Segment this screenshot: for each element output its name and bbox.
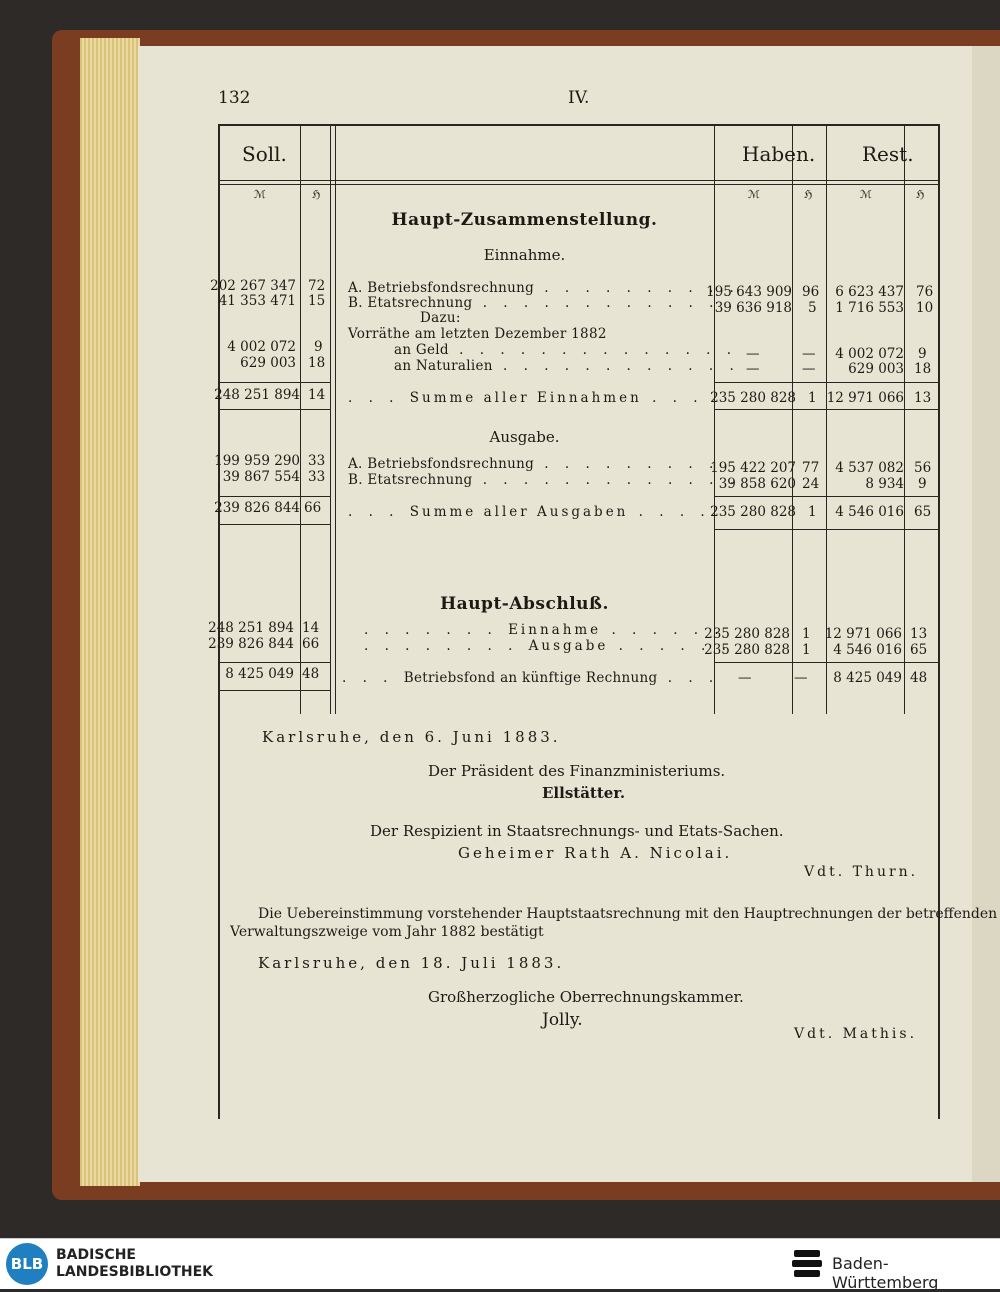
haben-mark: 235 280 828 xyxy=(710,504,796,520)
soll-mark: 248 251 894 xyxy=(214,387,300,403)
haben-pf: 24 xyxy=(802,476,820,492)
rest-pf: 76 xyxy=(916,284,934,300)
soll-mark: 199 959 290 xyxy=(214,453,300,469)
haben-mark: — xyxy=(746,361,760,377)
haben-mark: 235 280 828 xyxy=(704,626,790,642)
haben-pf: 77 xyxy=(802,460,820,476)
vorraethe-label: Vorräthe am letzten Dezember 1882 xyxy=(348,326,607,342)
haben-mark: 235 280 828 xyxy=(710,390,796,406)
rest-mark: 6 623 437 xyxy=(835,284,904,300)
haben-pf: 1 xyxy=(808,390,817,406)
soll-pf: 48 xyxy=(302,666,320,682)
haben-pf: 5 xyxy=(808,300,817,316)
rest-pf: 9 xyxy=(918,346,927,362)
haben-mark: 39 858 620 xyxy=(718,476,796,492)
next-page-edge xyxy=(972,46,1000,1182)
page-edges xyxy=(80,38,140,1186)
pfennig-unit: ℌ xyxy=(804,188,813,201)
rule xyxy=(218,524,330,525)
rest-mark: 4 546 016 xyxy=(835,504,904,520)
signatory-title: Der Präsident des Finanzministeriums. xyxy=(428,762,726,780)
place-date: Karlsruhe, den 18. Juli 1883. xyxy=(258,954,565,972)
rule xyxy=(714,662,938,663)
row-label: an Naturalien . . . . . . . . . . . . xyxy=(394,358,740,374)
rest-mark: 4 002 072 xyxy=(835,346,904,362)
state-name: Baden-Württemberg xyxy=(832,1254,939,1292)
rest-mark: 12 971 066 xyxy=(824,626,902,642)
bw-lions-icon xyxy=(790,1247,824,1281)
vidit-note: Vdt. Thurn. xyxy=(804,864,919,880)
soll-pf: 18 xyxy=(308,355,326,371)
rest-pf: 65 xyxy=(910,642,928,658)
subsection-heading: Einnahme. xyxy=(483,246,566,264)
rest-mark: 8 425 049 xyxy=(833,670,902,686)
soll-pf: 66 xyxy=(304,500,322,516)
rule xyxy=(218,184,940,185)
rest-pf: 10 xyxy=(916,300,934,316)
pfennig-unit: ℌ xyxy=(916,188,925,201)
soll-pf: 14 xyxy=(308,387,326,403)
soll-pf: 33 xyxy=(308,453,326,469)
soll-mark: 39 867 554 xyxy=(222,469,300,485)
blb-logo[interactable]: BLB xyxy=(6,1243,48,1285)
haben-mark: 195 422 207 xyxy=(710,460,796,476)
signatory-title: Großherzogliche Oberrechnungskammer. xyxy=(428,988,744,1006)
soll-mark: 8 425 049 xyxy=(225,666,294,682)
row-label: an Geld . . . . . . . . . . . . . . xyxy=(394,342,738,358)
library-name[interactable]: BADISCHE LANDESBIBLIOTHEK xyxy=(56,1247,214,1280)
rest-pf: 9 xyxy=(918,476,927,492)
rest-pf: 13 xyxy=(914,390,932,406)
haben-mark: 235 280 828 xyxy=(704,642,790,658)
section-heading: Haupt-Zusammenstellung. xyxy=(391,210,658,230)
rest-mark: 1 716 553 xyxy=(835,300,904,316)
mark-unit: ℳ xyxy=(860,188,872,201)
haben-mark: 39 636 918 xyxy=(714,300,792,316)
confirmation-text: Die Uebereinstimmung vorstehender Hauptstaatsrechnung mit den Hauptrechnungen der betreffenden xyxy=(258,906,998,922)
haben-mark: — xyxy=(738,670,752,686)
haben-mark: — xyxy=(746,346,760,362)
row-label: . . . Summe aller Einnahmen . . . xyxy=(348,390,704,406)
haben-pf: 1 xyxy=(802,626,811,642)
rest-mark: 4 546 016 xyxy=(833,642,902,658)
soll-pf: 72 xyxy=(308,278,326,294)
dazu-label: Dazu: xyxy=(420,310,461,326)
rule xyxy=(218,180,940,181)
soll-pf: 66 xyxy=(302,636,320,652)
haben-pf: — xyxy=(802,361,816,377)
pfennig-unit: ℌ xyxy=(312,188,321,201)
soll-pf: 9 xyxy=(314,339,323,355)
subsection-heading: Ausgabe. xyxy=(489,428,560,446)
soll-mark: 239 826 844 xyxy=(214,500,300,516)
row-label: . . . Summe aller Ausgaben . . . . xyxy=(348,504,711,520)
rest-mark: 12 971 066 xyxy=(826,390,904,406)
rule xyxy=(938,124,940,1119)
signatory-name: Jolly. xyxy=(542,1010,583,1030)
rest-mark: 4 537 082 xyxy=(835,460,904,476)
haben-pf: 1 xyxy=(802,642,811,658)
column-soll: Soll. xyxy=(242,142,287,166)
row-label: . . . . . . . . Ausgabe . . . . . . xyxy=(364,638,732,654)
rule xyxy=(714,382,938,383)
rest-pf: 65 xyxy=(914,504,932,520)
soll-mark: 239 826 844 xyxy=(208,636,294,652)
haben-pf: 1 xyxy=(808,504,817,520)
haben-pf: — xyxy=(794,670,808,686)
rest-pf: 18 xyxy=(914,361,932,377)
soll-pf: 15 xyxy=(308,293,326,309)
place-date: Karlsruhe, den 6. Juni 1883. xyxy=(262,728,561,746)
soll-mark: 629 003 xyxy=(240,355,296,371)
signatory-name: Geheimer Rath A. Nicolai. xyxy=(458,844,733,862)
row-label: B. Etatsrechnung . . . . . . . . . . . . . xyxy=(348,472,740,488)
rule xyxy=(714,409,938,410)
row-label: . . . Betriebsfond an künftige Rechnung . . . xyxy=(342,670,720,686)
page-number: 132 xyxy=(218,88,251,108)
signatory-name: Ellstätter. xyxy=(542,784,626,802)
rule xyxy=(904,124,905,714)
rule xyxy=(218,662,330,663)
soll-mark: 41 353 471 xyxy=(218,293,296,309)
rest-mark: 629 003 xyxy=(848,361,904,377)
mark-unit: ℳ xyxy=(254,188,266,201)
row-label: A. Betriebsfondsrechnung . . . . . . . . . . xyxy=(348,280,740,296)
soll-mark: 202 267 347 xyxy=(210,278,296,294)
haben-mark: 195 643 909 xyxy=(706,284,792,300)
rest-pf: 48 xyxy=(910,670,928,686)
rule xyxy=(300,124,301,714)
section-heading: Haupt-Abschluß. xyxy=(440,594,609,614)
soll-mark: 4 002 072 xyxy=(227,339,296,355)
soll-pf: 33 xyxy=(308,469,326,485)
signatory-title: Der Respizient in Staatsrechnungs- und Etats-Sachen. xyxy=(370,822,784,840)
column-haben: Haben. xyxy=(742,142,816,166)
rule xyxy=(792,124,793,714)
rule xyxy=(218,382,330,383)
rule xyxy=(218,409,330,410)
rule xyxy=(218,496,330,497)
rule xyxy=(714,496,938,497)
row-label: A. Betriebsfondsrechnung . . . . . . . . . xyxy=(348,456,720,472)
rest-mark: 8 934 xyxy=(865,476,904,492)
soll-mark: 248 251 894 xyxy=(208,620,294,636)
haben-pf: — xyxy=(802,346,816,362)
rule xyxy=(714,529,938,530)
confirmation-text: Verwaltungszweige vom Jahr 1882 bestätigt xyxy=(230,924,544,940)
rule xyxy=(330,124,331,714)
rest-pf: 13 xyxy=(910,626,928,642)
soll-pf: 14 xyxy=(302,620,320,636)
rule xyxy=(218,124,940,126)
haben-pf: 96 xyxy=(802,284,820,300)
vidit-note: Vdt. Mathis. xyxy=(794,1026,918,1042)
column-rest: Rest. xyxy=(862,142,914,166)
rest-pf: 56 xyxy=(914,460,932,476)
row-label: B. Etatsrechnung . . . . . . . . . . . . xyxy=(348,295,720,311)
row-label: . . . . . . . Einnahme . . . . . . xyxy=(364,622,725,638)
viewer-footer-bar xyxy=(0,1238,1000,1292)
section-number: IV. xyxy=(568,88,590,108)
mark-unit: ℳ xyxy=(748,188,760,201)
bw-logo-link[interactable] xyxy=(790,1247,990,1292)
rule xyxy=(218,690,330,691)
